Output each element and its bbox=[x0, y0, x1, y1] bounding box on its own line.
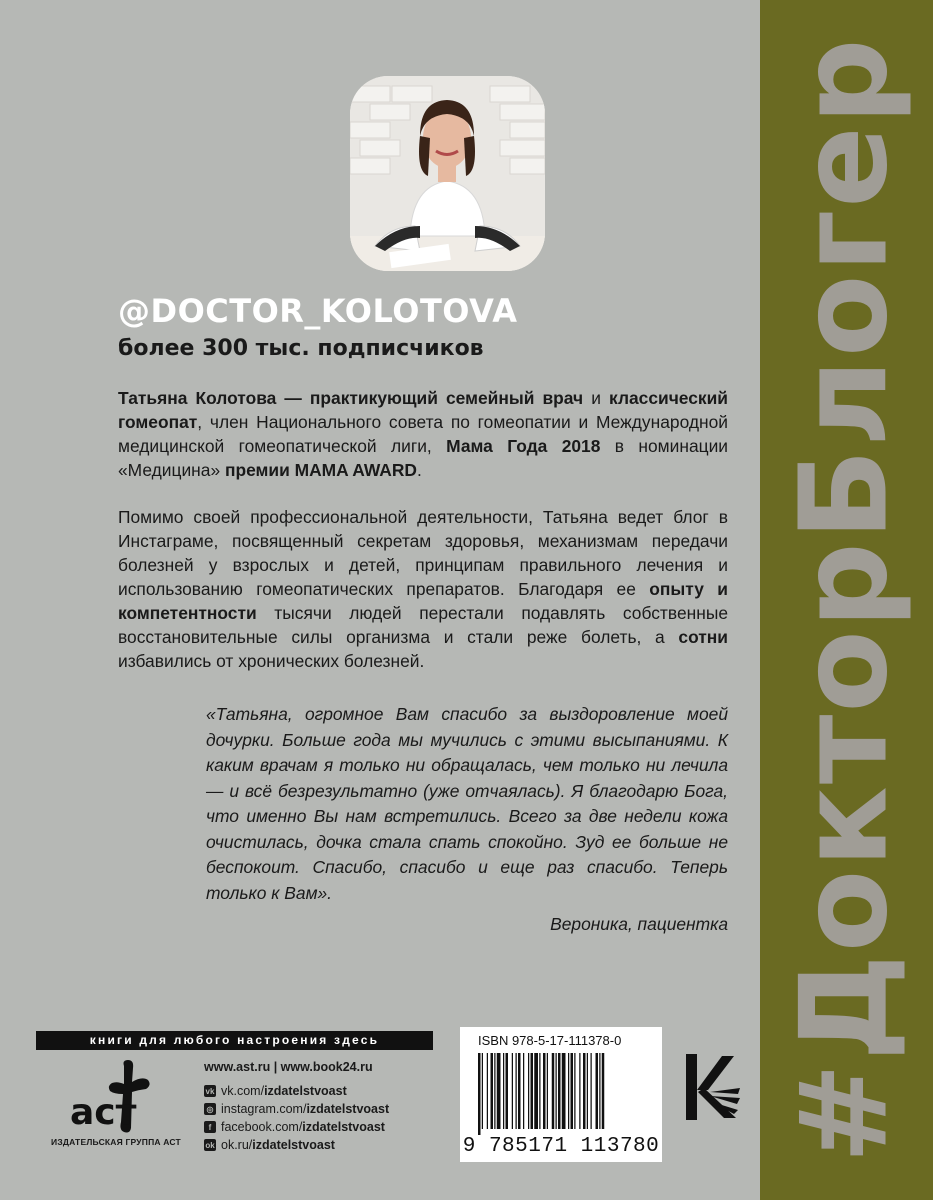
social-link-instagram[interactable] bbox=[204, 1100, 389, 1118]
barcode-bar bbox=[487, 1053, 488, 1129]
barcode-bar bbox=[523, 1053, 524, 1129]
p2-run: опыту и компетентности bbox=[118, 579, 728, 623]
p2-run: Помимо своей профессиональной деятельности, Татьяна ведет блог в Инстаграме, посвященный секретам здоровья, механизмам передачи болезней у взрослых и детей, принципам правильного лечения и использованию гомеопатических препаратов. Благодаря ее bbox=[118, 507, 728, 599]
barcode-bar bbox=[602, 1053, 605, 1129]
barcode-bar bbox=[543, 1053, 546, 1129]
ean-digits: 9 785171 113780 bbox=[462, 1135, 660, 1158]
bio-paragraph-2 bbox=[118, 505, 728, 673]
barcode-bar bbox=[516, 1053, 517, 1129]
subscriber-count: более 300 тыс. подписчиков bbox=[118, 336, 484, 361]
instagram-icon: ◎ bbox=[204, 1103, 216, 1115]
barcode-bar bbox=[591, 1053, 592, 1129]
barcode-bar bbox=[587, 1053, 588, 1129]
barcode-bar bbox=[568, 1053, 569, 1129]
author-photo bbox=[350, 76, 545, 271]
social-link-facebook[interactable] bbox=[204, 1118, 389, 1136]
social-link-domain: facebook.com/ bbox=[221, 1120, 303, 1134]
barcode-bar bbox=[528, 1053, 529, 1129]
p1-run: Мама Года 2018 bbox=[446, 436, 601, 456]
barcode-bar bbox=[491, 1053, 494, 1129]
social-link-account: izdatelstvoast bbox=[302, 1120, 385, 1134]
ast-logo-text: аст bbox=[70, 1092, 137, 1133]
barcode-bar bbox=[571, 1053, 574, 1129]
barcode-bar bbox=[599, 1053, 600, 1129]
barcode-bar bbox=[503, 1053, 504, 1129]
barcode-bar bbox=[579, 1053, 580, 1129]
barcode-bar bbox=[558, 1053, 561, 1129]
vk-icon: vk bbox=[205, 1086, 215, 1096]
testimonial-author: Вероника, пациентка bbox=[550, 914, 728, 934]
barcode-bar bbox=[583, 1053, 586, 1129]
website-links[interactable]: www.ast.ru | www.book24.ru bbox=[204, 1060, 373, 1074]
tagline-bar: книги для любого настроения здесь bbox=[36, 1031, 433, 1050]
barcode-bar bbox=[539, 1053, 540, 1129]
ok-icon: ok bbox=[205, 1140, 215, 1150]
social-link-account: izdatelstvoast bbox=[306, 1102, 390, 1116]
p2-run: избавились от хронических болезней. bbox=[118, 651, 425, 671]
barcode-bar bbox=[552, 1053, 555, 1129]
p1-run: в номинации «Медицина» bbox=[118, 436, 729, 480]
barcode-bar bbox=[482, 1053, 483, 1129]
barcode-bar bbox=[556, 1053, 557, 1129]
spine-title: #ДокторБлогер bbox=[775, 36, 915, 1164]
social-link-account: izdatelstvoast bbox=[264, 1084, 347, 1098]
social-link-account: izdatelstvoast bbox=[252, 1138, 335, 1152]
p2-run: тысячи людей перестали подавлять собственные восстановительные силы организма и стали реже болеть, а bbox=[118, 603, 728, 647]
barcode-bar bbox=[596, 1053, 599, 1129]
p1-run: премии MAMA AWARD bbox=[224, 460, 417, 480]
p1-run: , член Национального совета по гомеопатии и Международной медицинской гомеопатической лиги, bbox=[118, 412, 728, 456]
isbn-barcode-box bbox=[460, 1027, 662, 1162]
social-link-vk[interactable] bbox=[204, 1082, 389, 1100]
barcode-bar bbox=[506, 1053, 509, 1129]
testimonial-quote: «Татьяна, огромное Вам спасибо за выздоровление моей дочурки. Больше года мы мучились с этими высыпаниями. К каким врачам я только ни обращалась, чем только ни лечила — и всё безрезультатно (уже отчаялась). Я благодарю Бога, что именно Вы нам встретились. Всего за две недели кожа очистилась, дочка стала спать спокойно. Зуд ее больше не беспокоит. Спасибо, спасибо и еще раз спасибо. Теперь только к Вам». bbox=[206, 704, 728, 903]
social-link-ok[interactable] bbox=[204, 1136, 389, 1154]
barcode-bar bbox=[518, 1053, 521, 1129]
publisher-caption: ИЗДАТЕЛЬСКАЯ ГРУППА АСТ bbox=[51, 1137, 181, 1147]
bio-paragraph-1 bbox=[118, 386, 728, 482]
barcode-bar bbox=[478, 1053, 481, 1135]
social-link-domain: vk.com/ bbox=[221, 1084, 265, 1098]
p2-run: сотни bbox=[678, 627, 728, 647]
ast-logo bbox=[62, 1058, 172, 1141]
barcode-bar bbox=[531, 1053, 534, 1129]
publisher-k-logo bbox=[682, 1052, 742, 1127]
p1-run: и bbox=[583, 388, 610, 408]
social-link-domain: instagram.com/ bbox=[221, 1102, 307, 1116]
barcode bbox=[478, 1053, 644, 1135]
barcode-bar bbox=[547, 1053, 548, 1129]
p1-run: классический гомеопат bbox=[118, 388, 728, 432]
p1-run: . bbox=[416, 460, 422, 480]
barcode-bar bbox=[494, 1053, 495, 1129]
barcode-bar bbox=[574, 1053, 575, 1129]
barcode-bar bbox=[512, 1053, 513, 1129]
barcode-bar bbox=[534, 1053, 538, 1129]
social-links bbox=[204, 1082, 389, 1154]
barcode-bar bbox=[562, 1053, 566, 1129]
p1-run: Татьяна Колотова — практикующий семейный врач bbox=[118, 388, 584, 408]
isbn-number: ISBN 978-5-17-111378-0 bbox=[478, 1033, 622, 1048]
author-handle: @DOCTOR_KOLOTOVA bbox=[118, 292, 518, 330]
social-link-domain: ok.ru/ bbox=[221, 1138, 253, 1152]
barcode-bar bbox=[497, 1053, 501, 1129]
facebook-icon: f bbox=[204, 1121, 216, 1133]
